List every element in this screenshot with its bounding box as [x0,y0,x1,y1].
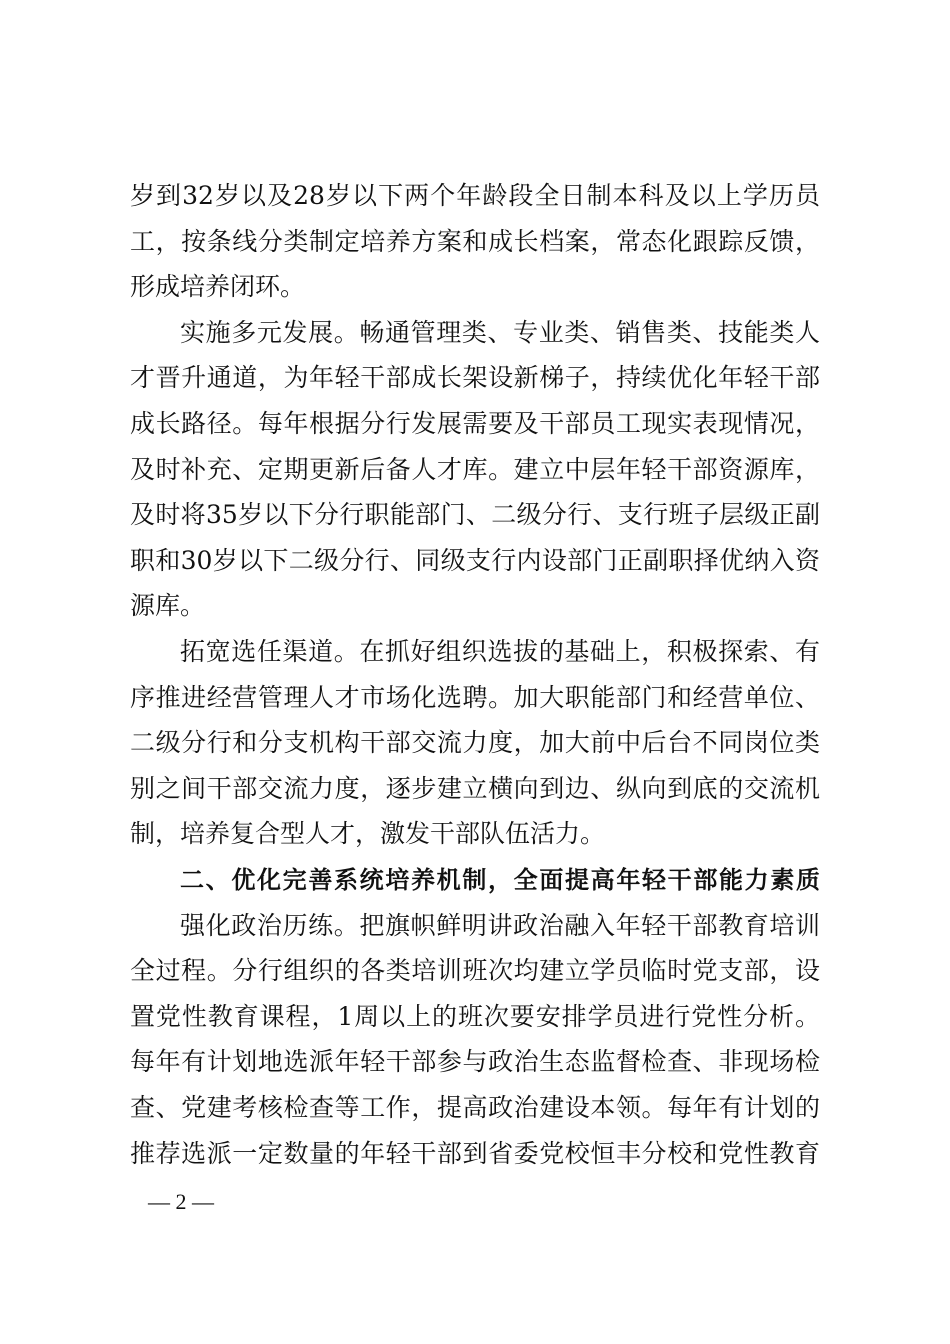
text-line: 岁到32岁以及28岁以下两个年龄段全日制本科及以上学历员 [130,181,820,210]
text-line: 制，培养复合型人才，激发干部队伍活力。 [130,819,606,849]
text-line: 源库。 [130,591,206,621]
text-line: 才晋升通道，为年轻干部成长架设新梯子，持续优化年轻干部 [130,363,820,393]
text-line: 推荐选派一定数量的年轻干部到省委党校恒丰分校和党性教育 [130,1138,820,1168]
text-line: 工，按条线分类制定培养方案和成长档案，常态化跟踪反馈， [130,226,820,256]
paragraph-start-line: 拓宽选任渠道。在抓好组织选拔的基础上，积极探索、有 [180,637,820,666]
paragraph-start-line: 强化政治历练。把旗帜鲜明讲政治融入年轻干部教育培训 [180,910,820,940]
text-line: 每年有计划地选派年轻干部参与政治生态监督检查、非现场检 [130,1047,820,1077]
text-line: 全过程。分行组织的各类培训班次均建立学员临时党支部，设 [130,956,820,986]
text-line: 序推进经营管理人才市场化选聘。加大职能部门和经营单位、 [130,682,820,712]
paragraph-start-line: 实施多元发展。畅通管理类、专业类、销售类、技能类人 [180,317,820,347]
text-line: 及时补充、定期更新后备人才库。建立中层年轻干部资源库， [130,454,820,484]
text-line: 二级分行和分支机构干部交流力度，加大前中后台不同岗位类 [130,728,820,758]
section-heading: 二、优化完善系统培养机制，全面提高年轻干部能力素质 [180,866,820,894]
text-line: 职和30岁以下二级分行、同级支行内设部门正副职择优纳入资 [130,545,820,575]
text-line: 别之间干部交流力度，逐步建立横向到边、纵向到底的交流机 [130,773,820,803]
text-line: 置党性教育课程，1周以上的班次要安排学员进行党性分析。 [130,1001,820,1031]
text-line: 查、党建考核检查等工作，提高政治建设本领。每年有计划的 [130,1093,820,1122]
text-line: 形成培养闭环。 [130,272,306,302]
text-line: 成长路径。每年根据分行发展需要及干部员工现实表现情况， [130,409,820,438]
text-line: 及时将35岁以下分行职能部门、二级分行、支行班子层级正副 [130,500,820,530]
page-number: — 2 — [148,1189,214,1214]
